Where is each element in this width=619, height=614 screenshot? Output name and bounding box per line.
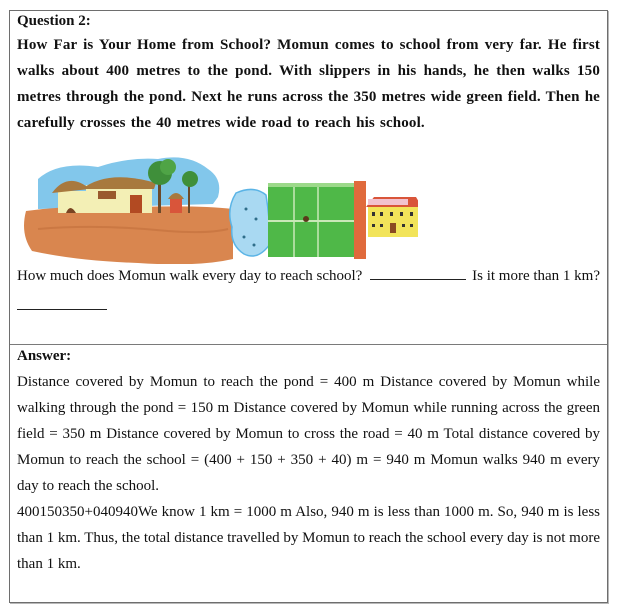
prompt-walk-distance: How much does Momun walk every day to reach school? [17, 268, 363, 284]
worksheet [9, 10, 608, 603]
question-heading: Question 2: [17, 13, 91, 29]
road [354, 181, 366, 259]
answer-paragraph-1: Distance covered by Momun to reach the pond = 400 m Distance covered by Momun while walking through the pond = 150 m Distance covered by Momun while running across the green field = 350 m Distance covered by Momun to cross the road = 40 m Total distance covered by Momun to reach the school = (400 + 150 + 350 + 40) m = 940 m Momun walks 940 m every day to reach the school. [17, 374, 600, 494]
question-section [10, 11, 607, 345]
answer-heading: Answer: [17, 348, 72, 364]
question-prompt [17, 265, 600, 287]
prompt-more-than-km: Is it more than 1 km? [472, 268, 600, 284]
pond [230, 189, 270, 256]
soil-ground [24, 206, 233, 264]
answer-body [17, 369, 600, 577]
green-field [268, 183, 354, 257]
small-hut-icon [168, 193, 184, 213]
question-body: How Far is Your Home from School? Momun comes to school from very far. He first walks about 400 metres to the pond. With slippers in his hands, he then walks 150 metres through the pond. Next he runs across the 350 metres wide green field. Then he carefully crosses the 40 metres wide road to reach his school. [17, 37, 600, 131]
answer-section [10, 345, 607, 602]
answer-blank-km[interactable] [17, 295, 107, 310]
momun-figure [303, 216, 309, 222]
route-illustration [18, 149, 418, 264]
house-icon [82, 177, 156, 213]
school-icon [366, 197, 418, 237]
answer-blank-distance[interactable] [370, 265, 466, 280]
answer-paragraph-2: 400150350+040940We know 1 km = 1000 m Also, 940 m is less than 1000 m. So, 940 m is less than 1 km. Thus, the total distance travelled by Momun to reach the school every day is not more than 1 km. [17, 504, 600, 572]
